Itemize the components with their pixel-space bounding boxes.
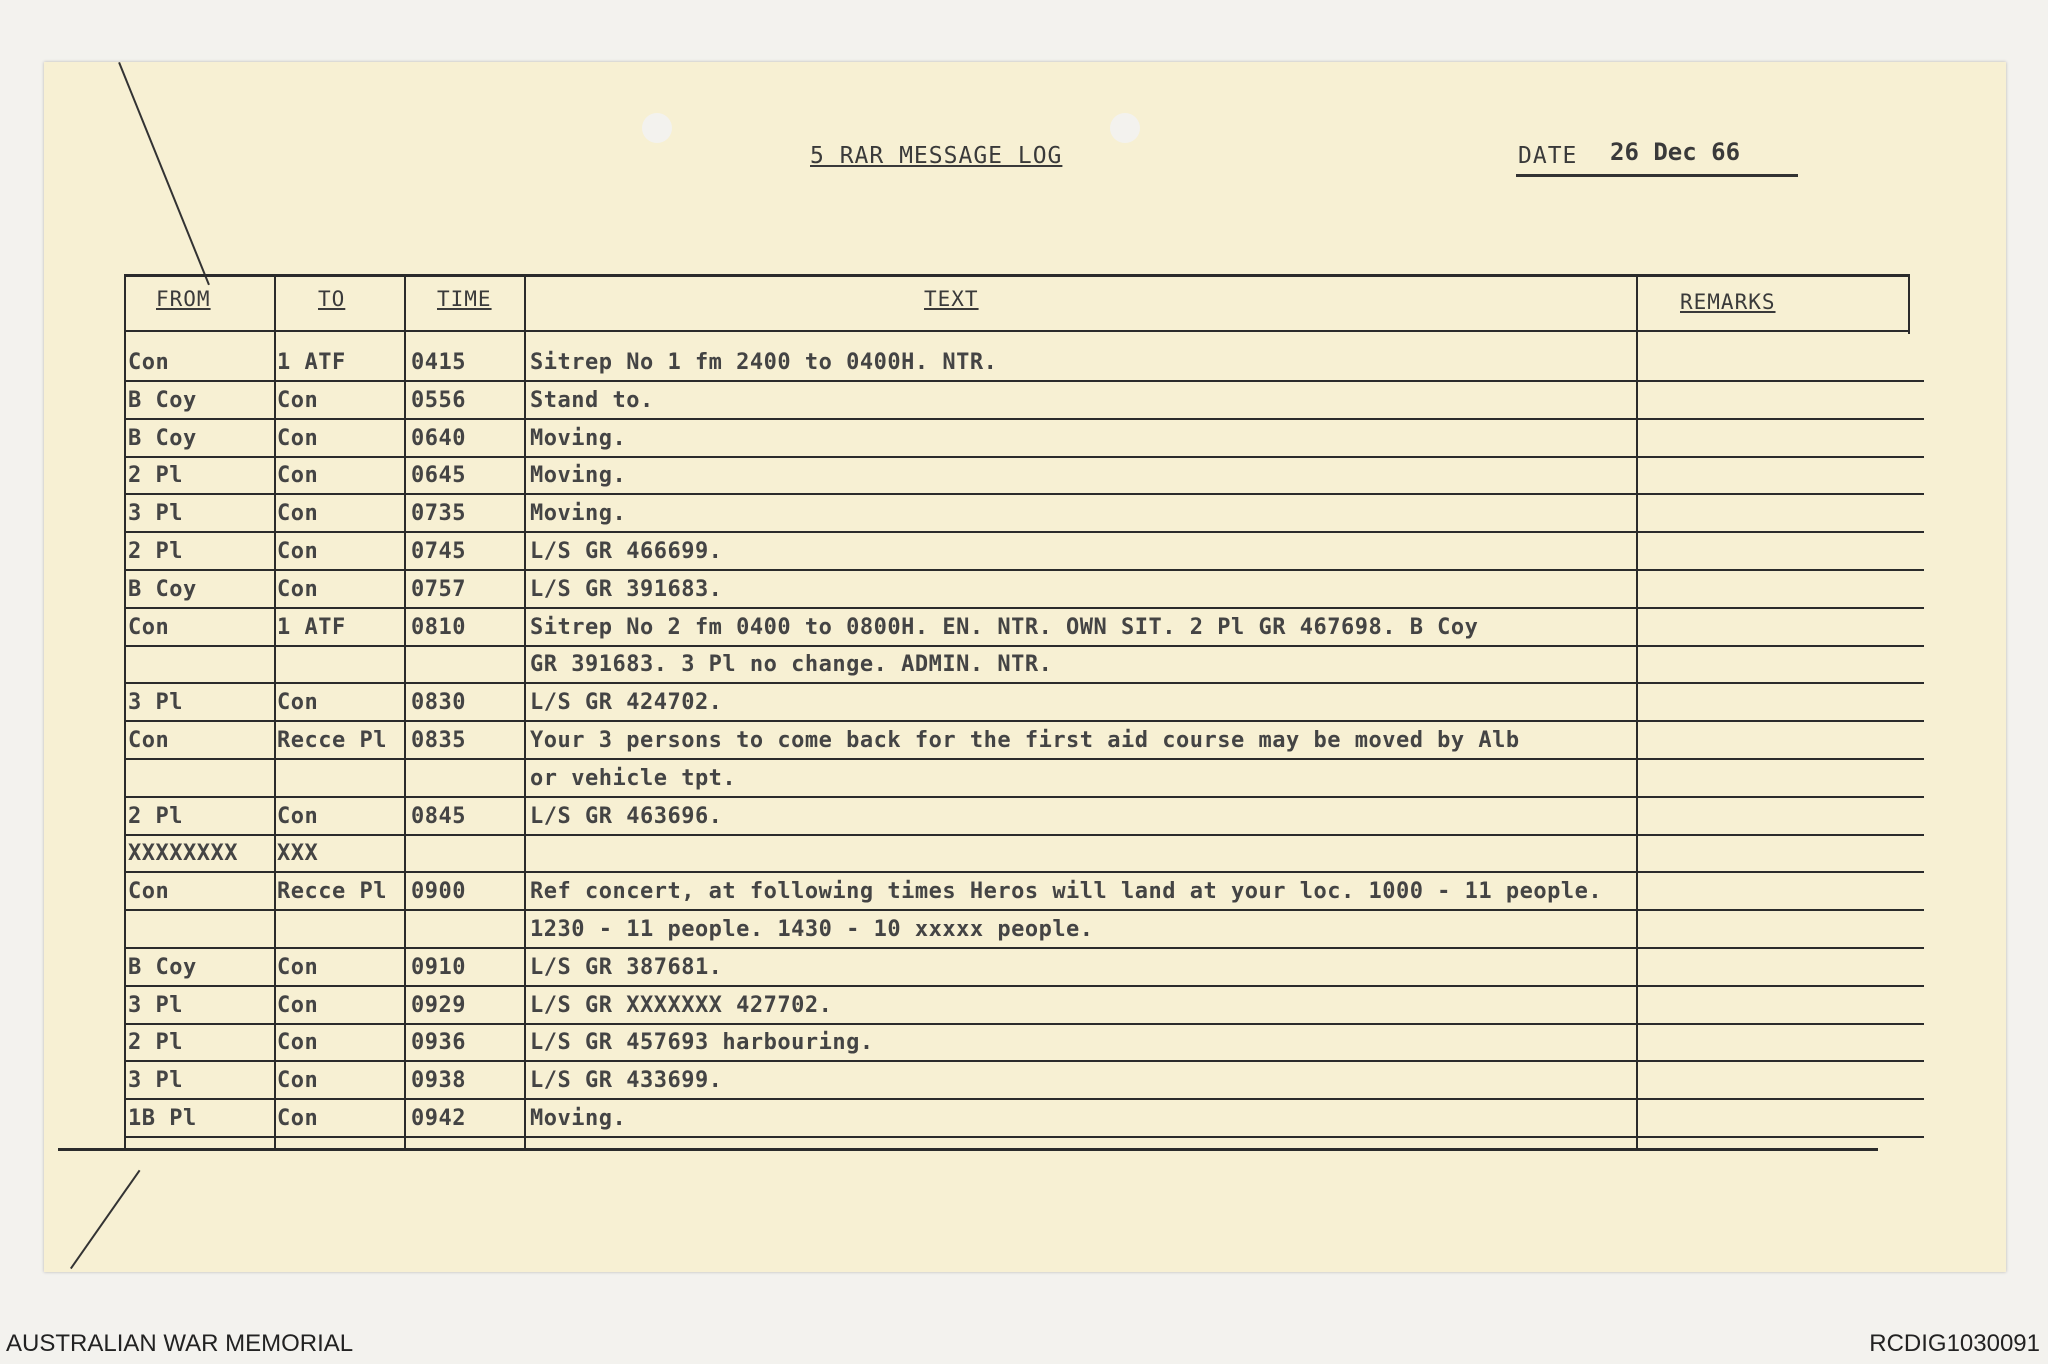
punch-hole bbox=[642, 113, 672, 143]
cell-from: B Coy bbox=[128, 576, 197, 602]
cell-text: Moving. bbox=[530, 425, 627, 451]
cell-to: Con bbox=[277, 463, 319, 489]
cell-to: Con bbox=[277, 501, 319, 527]
cell-text: L/S GR 466699. bbox=[530, 539, 723, 564]
cell-text: L/S GR 387681. bbox=[530, 954, 723, 980]
row-rule bbox=[124, 720, 1924, 722]
cell-time: 0845 bbox=[411, 803, 466, 829]
cell-to: Recce Pl bbox=[277, 728, 387, 753]
cell-from: B Coy bbox=[128, 387, 197, 413]
cell-text: Sitrep No 1 fm 2400 to 0400H. NTR. bbox=[530, 350, 998, 375]
cell-time: 0835 bbox=[411, 728, 466, 753]
footer-source: AUSTRALIAN WAR MEMORIAL bbox=[6, 1330, 354, 1357]
cell-time: 0645 bbox=[411, 463, 466, 489]
footer-id: RCDIG1030091 bbox=[1869, 1330, 2040, 1357]
row-rule bbox=[124, 1136, 1924, 1138]
cell-from: B Coy bbox=[128, 954, 197, 980]
cell-text: GR 391683. 3 Pl no change. ADMIN. NTR. bbox=[530, 652, 1053, 678]
cell-text: L/S GR 391683. bbox=[530, 576, 723, 602]
cell-to: Con bbox=[277, 1030, 319, 1056]
cell-time: 0938 bbox=[411, 1068, 466, 1094]
row-rule bbox=[124, 682, 1924, 684]
cell-to: Con bbox=[277, 1106, 319, 1131]
cell-text: Moving. bbox=[530, 501, 627, 527]
cell-to: Con bbox=[277, 576, 319, 602]
cell-text: Ref concert, at following times Heros will land at your loc. 1000 - 11 people. bbox=[530, 879, 1603, 905]
cell-to: Con bbox=[277, 690, 319, 716]
cell-time: 0830 bbox=[411, 690, 466, 716]
row-rule bbox=[124, 1060, 1924, 1062]
header-remarks: REMARKS bbox=[1680, 290, 1776, 314]
cell-text: L/S GR 463696. bbox=[530, 803, 723, 829]
cell-from: 3 Pl bbox=[128, 690, 183, 716]
cell-from: 2 Pl bbox=[128, 803, 183, 829]
col-rule-time-text bbox=[524, 274, 526, 1148]
cell-text: L/S GR 457693 harbouring. bbox=[530, 1030, 874, 1056]
row-rule bbox=[124, 645, 1924, 647]
header-time: TIME bbox=[437, 287, 492, 311]
page-title: 5 RAR MESSAGE LOG bbox=[810, 143, 1063, 169]
header-to: TO bbox=[318, 287, 346, 311]
table-top-rule bbox=[124, 274, 1908, 277]
row-rule bbox=[124, 456, 1924, 458]
row-rule bbox=[124, 909, 1924, 911]
header-from: FROM bbox=[156, 287, 211, 311]
punch-hole bbox=[1110, 113, 1140, 143]
cell-time: 0929 bbox=[411, 992, 466, 1018]
cell-from: Con bbox=[128, 614, 170, 640]
cell-time: 0810 bbox=[411, 614, 466, 640]
row-rule bbox=[124, 493, 1924, 495]
cell-text: Stand to. bbox=[530, 387, 654, 413]
cell-text: Moving. bbox=[530, 463, 627, 489]
row-rule bbox=[124, 758, 1924, 760]
cell-from: 3 Pl bbox=[128, 1068, 183, 1094]
cell-time: 0942 bbox=[411, 1106, 466, 1131]
cell-text: L/S GR XXXXXXX 427702. bbox=[530, 992, 833, 1018]
row-rule bbox=[124, 1023, 1924, 1025]
cell-time: 0900 bbox=[411, 879, 466, 905]
cell-time: 0936 bbox=[411, 1030, 466, 1056]
cell-from: 2 Pl bbox=[128, 1030, 183, 1056]
cell-text: 1230 - 11 people. 1430 - 10 xxxxx people. bbox=[530, 917, 1094, 942]
cell-time: 0640 bbox=[411, 425, 466, 451]
row-rule bbox=[124, 380, 1924, 382]
cell-text: or vehicle tpt. bbox=[530, 765, 737, 791]
cell-to: 1 ATF bbox=[277, 350, 346, 375]
cell-text: Your 3 persons to come back for the first aid course may be moved by Alb bbox=[530, 728, 1520, 753]
row-rule bbox=[124, 1098, 1924, 1100]
header-text: TEXT bbox=[924, 287, 979, 311]
cell-text: Sitrep No 2 fm 0400 to 0800H. EN. NTR. OWN SIT. 2 Pl GR 467698. B Coy bbox=[530, 614, 1479, 640]
cell-from: 1B Pl bbox=[128, 1106, 197, 1131]
cell-text: Moving. bbox=[530, 1106, 627, 1131]
cell-from: XXXXXXXX bbox=[128, 841, 238, 867]
cell-time: 0745 bbox=[411, 539, 466, 564]
cell-time: 0556 bbox=[411, 387, 466, 413]
header-bottom-rule bbox=[124, 330, 1908, 332]
cell-text: L/S GR 433699. bbox=[530, 1068, 723, 1094]
cell-from: 3 Pl bbox=[128, 992, 183, 1018]
date-underline bbox=[1516, 174, 1798, 177]
row-rule bbox=[124, 607, 1924, 609]
cell-from: 3 Pl bbox=[128, 501, 183, 527]
col-rule-left bbox=[124, 274, 126, 1148]
cell-to: XXX bbox=[277, 841, 319, 867]
row-rule bbox=[124, 871, 1924, 873]
cell-time: 0415 bbox=[411, 350, 466, 375]
cell-to: 1 ATF bbox=[277, 614, 346, 640]
cell-time: 0757 bbox=[411, 576, 466, 602]
cell-from: B Coy bbox=[128, 425, 197, 451]
col-rule-right bbox=[1908, 274, 1910, 334]
cell-time: 0735 bbox=[411, 501, 466, 527]
row-rule bbox=[124, 796, 1924, 798]
col-rule-to-time bbox=[404, 274, 406, 1148]
row-rule bbox=[124, 947, 1924, 949]
row-rule bbox=[124, 531, 1924, 533]
cell-to: Con bbox=[277, 1068, 319, 1094]
cell-from: 2 Pl bbox=[128, 539, 183, 564]
date-label: DATE bbox=[1518, 143, 1578, 169]
cell-time: 0910 bbox=[411, 954, 466, 980]
row-rule bbox=[124, 418, 1924, 420]
cell-from: Con bbox=[128, 879, 170, 905]
cell-to: Con bbox=[277, 992, 319, 1018]
cell-from: 2 Pl bbox=[128, 463, 183, 489]
cell-to: Con bbox=[277, 387, 319, 413]
date-value: 26 Dec 66 bbox=[1610, 138, 1741, 166]
cell-to: Recce Pl bbox=[277, 879, 387, 905]
col-rule-text-remarks bbox=[1636, 274, 1638, 1148]
row-rule bbox=[124, 834, 1924, 836]
cell-from: Con bbox=[128, 728, 170, 753]
cell-text: L/S GR 424702. bbox=[530, 690, 723, 716]
col-rule-from-to bbox=[274, 274, 276, 1148]
cell-to: Con bbox=[277, 539, 319, 564]
row-rule bbox=[124, 985, 1924, 987]
table-bottom-rule bbox=[58, 1148, 1878, 1151]
row-rule bbox=[124, 569, 1924, 571]
cell-to: Con bbox=[277, 425, 319, 451]
cell-from: Con bbox=[128, 350, 170, 375]
cell-to: Con bbox=[277, 954, 319, 980]
cell-to: Con bbox=[277, 803, 319, 829]
